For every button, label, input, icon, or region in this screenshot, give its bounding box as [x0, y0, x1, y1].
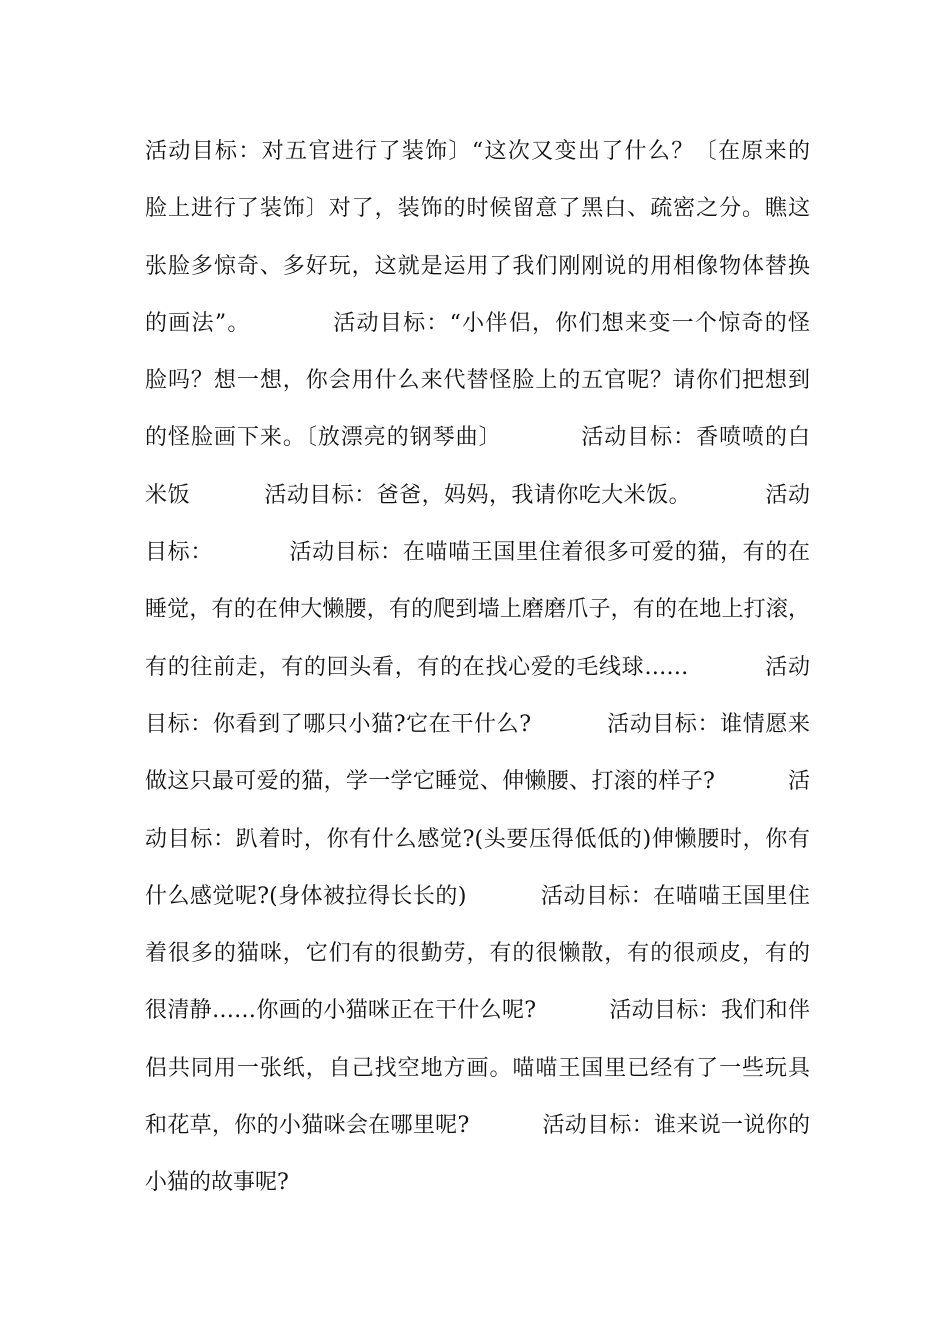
text-line: 目标： 活动目标：在喵喵王国里住着很多可爱的猫，有的在	[145, 540, 810, 566]
text-line: 的画法”。 活动目标：“小伴侣，你们想来变一个惊奇的怪	[145, 310, 810, 336]
text-line: 很清静……你画的小猫咪正在干什么呢? 活动目标：我们和伴	[145, 998, 810, 1024]
text-line: 活动目标：对五官进行了装饰〕“这次又变出了什么？〔在原来的	[145, 139, 810, 164]
text-line: 侣共同用一张纸，自己找空地方画。喵喵王国里已经有了一些玩具	[145, 1055, 810, 1081]
text-line: 和花草，你的小猫咪会在哪里呢? 活动目标：谁来说一说你的	[145, 1113, 810, 1139]
text-line: 着很多的猫咪，它们有的很勤劳，有的很懒散，有的很顽皮，有的	[145, 941, 810, 967]
text-line: 脸上进行了装饰〕对了，装饰的时候留意了黑白、疏密之分。瞧这	[145, 196, 810, 222]
text-line: 小猫的故事呢?	[145, 1170, 289, 1196]
text-line: 动目标：趴着时，你有什么感觉?(头要压得低低的)伸懒腰时，你有	[145, 826, 810, 852]
text-line: 什么感觉呢?(身体被拉得长长的) 活动目标：在喵喵王国里住	[145, 883, 810, 909]
text-line: 睡觉，有的在伸大懒腰，有的爬到墙上磨磨爪子，有的在地上打滚，	[145, 597, 810, 623]
body-text	[145, 133, 810, 1222]
text-line: 有的往前走，有的回头看，有的在找心爱的毛线球…… 活动	[145, 654, 810, 680]
text-line: 张脸多惊奇、多好玩，这就是运用了我们刚刚说的用相像物体替换	[145, 253, 810, 279]
text-line: 做这只最可爱的猫，学一学它睡觉、伸懒腰、打滚的样子? 活	[145, 769, 810, 795]
text-line: 脸吗？想一想，你会用什么来代替怪脸上的五官呢？请你们把想到	[145, 368, 810, 394]
text-line: 目标：你看到了哪只小猫?它在干什么? 活动目标：谁情愿来	[145, 711, 810, 737]
text-line: 米饭 活动目标：爸爸，妈妈，我请你吃大米饭。 活动	[145, 482, 810, 508]
text-line: 的怪脸画下来。〔放漂亮的钢琴曲〕 活动目标：香喷喷的白	[145, 425, 810, 451]
